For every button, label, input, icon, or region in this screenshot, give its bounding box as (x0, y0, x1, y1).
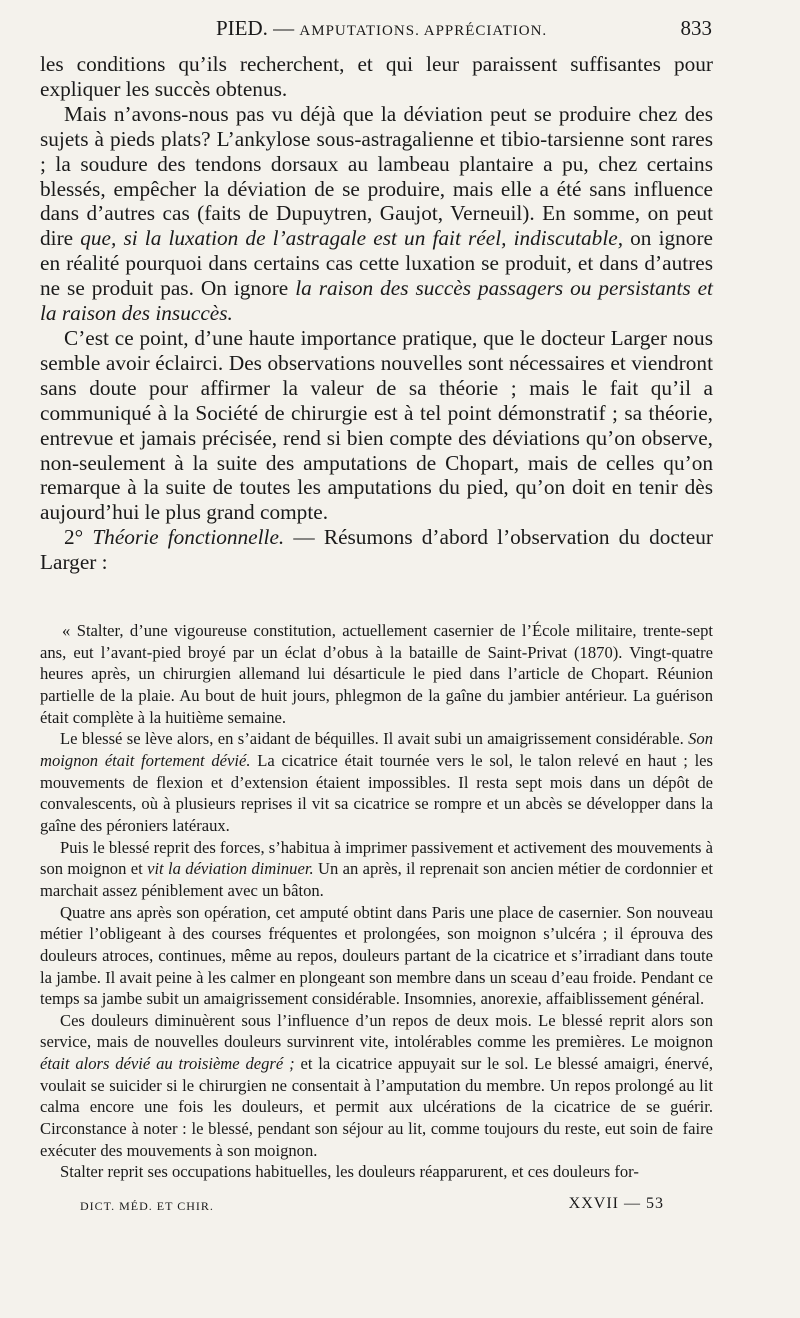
paragraph-1: les conditions qu’ils recherchent, et qui leur paraissent suffisantes pour expliquer les succès obtenus. (40, 52, 713, 101)
q5-text-b: et la cicatrice appuyait sur le sol. Le blessé amaigri, énervé, voulait se suicider si le chirurgien ne consentait à l’amputation du membre. Un repos prolongé au lit calma encore une fois les douleurs, et permit aux ulcérations de la cicatrice de se guérir. Circonstance à noter : le blessé, pendant son séjour au lit, comme toujours du reste, eut soin de faire exécuter des mouvements à son moignon. (40, 1054, 713, 1160)
title-rest: AMPUTATIONS. APPRÉCIATION. (299, 23, 548, 39)
paragraph-2 (40, 102, 713, 326)
quote-paragraph-6: Stalter reprit ses occupations habituelles, les douleurs réapparurent, et ces douleurs for- (60, 1162, 639, 1182)
quote-paragraph-1: « Stalter, d’une vigoureuse constitution, actuellement casernier de l’École militaire, trente-sept ans, eut l’avant-pied broyé par un éclat d’obus à la bataille de Saint-Privat (1870). Vingt-quatre heures après, un chirurgien allemand lui désarticule le pied dans l’article de Chopart. Réunion partielle de la plaie. Au bout de huit jours, phlegmon de la gaîne du jambier antérieur. La guérison était complète à la huitième semaine. (40, 621, 713, 727)
p2-italic-2: la raison des succès passagers ou persistants et la raison des insuccès. (40, 276, 713, 326)
running-title (216, 16, 547, 41)
q5-italic: était alors dévié au troisième degré ; (40, 1054, 295, 1074)
q3-text-a: Puis le blessé reprit des forces, s’habitua à imprimer passivement et activement des mouvements à son moignon et (40, 837, 713, 879)
p2-text-a: Mais n’avons-nous pas vu déjà que la déviation peut se produire chez des sujets à pieds plats? L’ankylose sous-astragalienne et tibio-tarsienne sont rares ; la soudure des tendons dorsaux au lambeau plantaire a pu, chez certains blessés, empêcher la déviation de se produire, mais elle a été sans influence dans d’autres cas (faits de Dupuytren, Gaujot, Verneuil). En somme, on peut dire (40, 101, 713, 251)
section-number: 2° (64, 525, 84, 550)
q3-italic: vit la déviation diminuer. (147, 859, 314, 879)
main-text (40, 52, 713, 575)
paragraph-3: C’est ce point, d’une haute importance pratique, que le docteur Larger nous semble avoir éclairci. Des observations nouvelles sont nécessaires et viendront sans doute pour affirmer la valeur de sa théorie ; mais le fait qu’il a communiqué à la Société de chirurgie est à tel point démonstratif ; sa théorie, entrevue et jamais précisée, rend si bien compte des déviations qu’on observe, non-seulement à la suite des amputations de Chopart, mais de celles qu’on remarque à la suite de toutes les amputations du pied, qu’on doit en tenir dès aujourd’hui le plus grand compte. (40, 325, 713, 525)
running-header (40, 16, 712, 46)
quote-paragraph-4: Quatre ans après son opération, cet amputé obtint dans Paris une place de casernier. Son nouveau métier l’obligeant à des courses fréquentes et prolongées, son moignon s’ulcéra ; il éprouva des douleurs atroces, continues, même au repos, douleurs partant de la cicatrice et s’irradiant dans toute la jambe. Il avait peine à les calmer en plongeant son membre dans un sceau d’eau froide. Pendant ce temps sa jambe subit un amaigrissement considérable. Insomnies, anorexie, affaiblissement général. (40, 902, 713, 1009)
q2-text-b: La cicatrice était tournée vers le sol, le talon relevé en haut ; les mouvements de flexion et d’extension étaient impossibles. Il resta sept mois dans un dépôt de convalescents, où à plusieurs reprises il vit sa cicatrice se rompre et un abcès se développer dans la gaîne des péroniers latéraux. (40, 750, 714, 835)
q2-text-a: Le blessé se lève alors, en s’aidant de béquilles. Il avait subi un amaigrissement considérable. (60, 729, 689, 749)
paragraph-4 (40, 525, 713, 575)
p2-text-b: on ignore en réalité pourquoi dans certains cas cette luxation se produit, et dans d’autres ne se produit pas. On ignore (40, 226, 713, 301)
title-separator: — (267, 16, 300, 40)
q5-text-a: Ces douleurs diminuèrent sous l’influence d’un repos de deux mois. Le blessé reprit alors son service, mais de nouvelles douleurs survinrent vite, intolérables comme les premières. Le moignon (40, 1010, 713, 1052)
quoted-observation (40, 620, 713, 1183)
footer-signature-left: DICT. MÉD. ET CHIR. (80, 1199, 214, 1213)
p4-text: — Résumons d’abord l’observation du docteur Larger : (40, 525, 713, 575)
title-main: PIED. (216, 16, 268, 40)
footer-signature-right: XXVII — 53 (568, 1195, 664, 1212)
page-number: 833 (680, 16, 712, 40)
page-footer (80, 1197, 664, 1217)
section-heading: Théorie fonctionnelle. (92, 525, 285, 550)
quote-paragraph-5 (40, 1010, 713, 1162)
q2-italic: Son moignon était fortement dévié. (40, 729, 713, 770)
quote-paragraph-3 (40, 837, 713, 902)
q3-text-b: Un an après, il reprenait son ancien métier de cordonnier et marchait assez péniblement avec un bâton. (40, 859, 713, 900)
p2-italic-1: que, si la luxation de l’astragale est un fait réel, indiscutable, (80, 226, 624, 251)
quote-paragraph-2 (40, 728, 713, 836)
